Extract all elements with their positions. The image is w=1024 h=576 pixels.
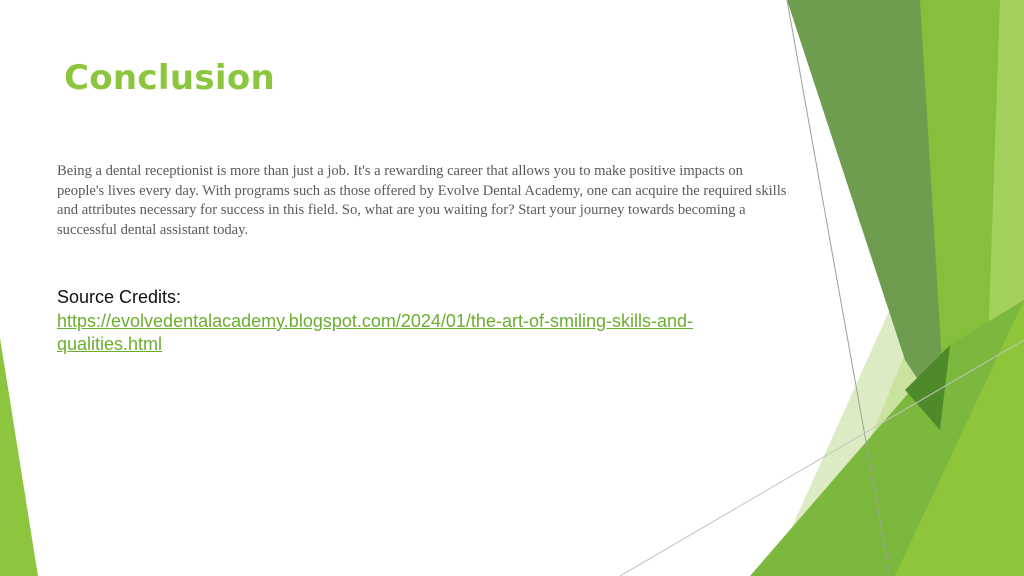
conclusion-paragraph: Being a dental receptionist is more than just a job. It's a rewarding career that allows you to make positive impacts on people's lives every day. With programs such as those offered by Evolve Dental Academy, one can acquire the required skills and attributes necessary for success in this field. So, what are you waiting for? Start your journey towards becoming a successful dental assistant today. xyxy=(57,163,787,238)
source-credits-label: Source Credits: xyxy=(57,287,182,307)
left-green-facet xyxy=(0,338,38,576)
source-link[interactable]: https://evolvedentalacademy.blogspot.com/2024/01/the-art-of-smiling-skills-and-qualities.html xyxy=(57,311,693,354)
slide-title: Conclusion xyxy=(64,58,275,98)
